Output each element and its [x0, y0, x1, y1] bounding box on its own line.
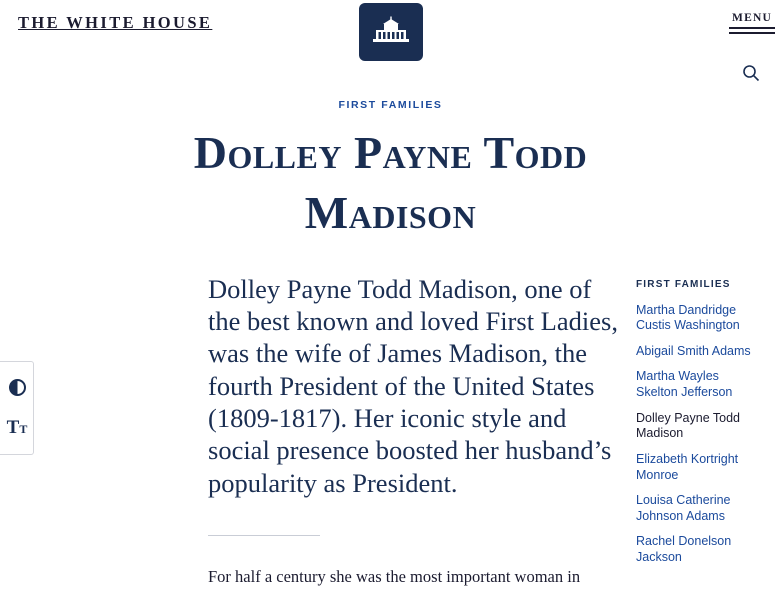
sidebar-item-adams-louisa[interactable]: Louisa Catherine Johnson Adams [636, 493, 731, 523]
search-icon[interactable] [739, 62, 763, 86]
menu-button-label: MENU [732, 12, 772, 24]
text-size-glyph: TT [6, 416, 28, 438]
article-lede: Dolley Payne Todd Madison, one of the best known and loved First Ladies, was the wife of James Madison, the fourth President of the United States (1809-1817). Her iconic style and social presence boosted her husband’s popularity as President. [208, 273, 618, 498]
sidebar-item-jefferson[interactable]: Martha Wayles Skelton Jefferson [636, 369, 733, 400]
list-item-current [636, 411, 754, 442]
hamburger-icon [729, 27, 775, 34]
contrast-circle [9, 379, 26, 396]
sidebar-item-washington[interactable]: Martha Dandridge Custis Washington [636, 302, 740, 333]
sidebar-item-madison: Dolley Payne Todd Madison [636, 410, 741, 441]
site-brand[interactable]: THE WHITE HOUSE [18, 13, 213, 32]
text-size-icon[interactable] [0, 407, 34, 447]
white-house-seal-icon[interactable] [359, 3, 423, 61]
article-eyebrow: FIRST FAMILIES [338, 99, 443, 111]
site-header [0, 0, 781, 63]
sidebar-first-families [636, 273, 754, 590]
list-item[interactable] [636, 534, 754, 565]
sidebar-item-jackson[interactable]: Rachel Donelson Jackson [636, 534, 732, 565]
sidebar-item-monroe[interactable]: Elizabeth Kortright Monroe [636, 451, 739, 482]
list-item[interactable] [636, 344, 754, 360]
accessibility-widget [0, 361, 34, 455]
divider [208, 535, 320, 536]
list-item[interactable] [636, 493, 754, 524]
article-body [208, 273, 636, 590]
content-wrap [0, 273, 781, 590]
menu-button[interactable] [729, 12, 775, 34]
page-title: Dolley Payne Todd Madison [193, 127, 588, 238]
contrast-toggle-icon[interactable] [0, 367, 34, 407]
list-item[interactable] [636, 303, 754, 334]
sidebar-list [636, 303, 754, 566]
sidebar-item-adams-abigail[interactable]: Abigail Smith Adams [636, 343, 751, 358]
sidebar-title: FIRST FAMILIES [636, 278, 731, 290]
article-paragraph: For half a century she was the most important woman in [208, 566, 581, 586]
list-item[interactable] [636, 369, 754, 400]
list-item[interactable] [636, 452, 754, 483]
